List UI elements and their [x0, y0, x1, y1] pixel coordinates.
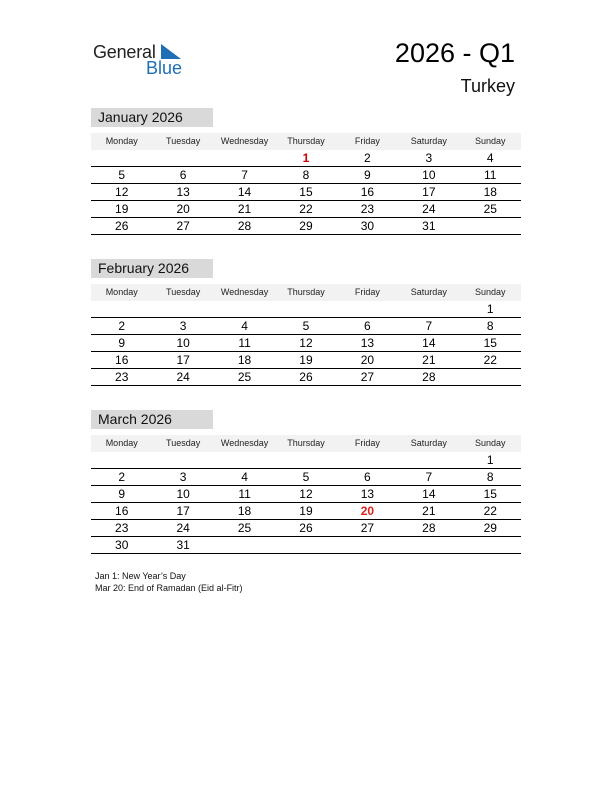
week-row: [91, 520, 521, 537]
day-cell: 2: [118, 319, 126, 333]
day-cell: 13: [360, 336, 375, 350]
day-cell: 11: [484, 168, 497, 182]
weekday-label: Tuesday: [166, 136, 201, 146]
day-cell: 30: [115, 538, 129, 552]
weekday-label: Saturday: [410, 438, 447, 448]
week-row: [91, 537, 521, 554]
day-cell: 9: [118, 487, 126, 501]
weekday-label: Tuesday: [166, 287, 201, 297]
day-cell: 31: [422, 219, 436, 233]
day-cell: 20: [360, 353, 375, 367]
week-row: [91, 335, 521, 352]
day-cell: 22: [299, 202, 313, 216]
day-cell: 1: [486, 453, 494, 467]
day-cell: 2: [364, 151, 371, 165]
week-row: [91, 318, 521, 335]
week-row: [91, 352, 521, 369]
day-cell: 17: [176, 353, 190, 367]
day-cell: 18: [483, 185, 497, 199]
day-cell: 13: [176, 185, 190, 199]
day-cell: [152, 150, 213, 166]
day-cell: 21: [422, 353, 436, 367]
day-cell: 14: [422, 336, 436, 350]
day-cell: 28: [422, 370, 436, 384]
day-cell: 14: [422, 487, 436, 501]
day-cell: 12: [115, 185, 129, 199]
day-cell: 25: [237, 521, 252, 535]
day-cell: 4: [241, 470, 248, 484]
day-cell: 9: [364, 168, 371, 182]
weekday-label: Saturday: [410, 136, 447, 146]
weekday-header: [91, 284, 521, 301]
day-cell: 6: [364, 470, 371, 484]
day-cell: 20: [176, 202, 190, 216]
day-cell: [275, 301, 336, 317]
day-cell: [91, 150, 152, 166]
weekday-label: Saturday: [410, 287, 447, 297]
day-cell: 4: [486, 151, 494, 165]
day-cell: 6: [364, 319, 371, 333]
day-cell: 2: [118, 470, 126, 484]
logo-word-general: General: [93, 42, 156, 62]
day-cell: 26: [299, 370, 313, 384]
weekday-header: [91, 133, 521, 150]
day-cell: [398, 537, 459, 553]
week-row: [91, 150, 521, 167]
day-cell: 27: [360, 370, 375, 384]
day-cell: 26: [299, 521, 313, 535]
day-cell: 6: [179, 168, 187, 182]
day-cell: 12: [299, 336, 313, 350]
day-cell: 31: [176, 538, 190, 552]
week-row: [91, 486, 521, 503]
week-row: [91, 301, 521, 318]
day-cell: 27: [176, 219, 190, 233]
day-cell: 14: [237, 185, 252, 199]
week-row: [91, 218, 521, 235]
day-cell: 19: [299, 504, 313, 518]
day-cell: 23: [115, 521, 129, 535]
day-cell: 28: [237, 219, 252, 233]
month-march: [91, 410, 521, 554]
day-cell: 15: [483, 487, 497, 501]
month-title: February 2026: [91, 259, 213, 278]
day-cell: 29: [299, 219, 313, 233]
day-cell: [275, 537, 336, 553]
month-february: [91, 259, 521, 386]
day-cell: 7: [425, 470, 433, 484]
week-row: [91, 167, 521, 184]
day-cell: 10: [176, 336, 190, 350]
logo-word-blue: Blue: [146, 58, 183, 78]
day-cell: 26: [115, 219, 129, 233]
day-cell: 10: [176, 487, 190, 501]
holiday-note: Jan 1: New Year’s Day: [95, 571, 186, 581]
holiday-day-cell: 1: [302, 151, 310, 165]
day-cell: 29: [483, 521, 497, 535]
day-cell: 24: [176, 370, 190, 384]
weekday-label: Friday: [354, 136, 380, 146]
day-cell: 25: [237, 370, 252, 384]
day-cell: 30: [360, 219, 375, 233]
day-cell: 12: [299, 487, 313, 501]
day-cell: [460, 537, 521, 553]
weekday-label: Wednesday: [220, 136, 269, 146]
weekday-label: Tuesday: [166, 438, 201, 448]
day-cell: 3: [425, 151, 433, 165]
weekday-label: Sunday: [474, 136, 506, 146]
weekday-label: Thursday: [287, 287, 325, 297]
logo: [93, 40, 193, 80]
day-cell: 13: [360, 487, 375, 501]
day-cell: [337, 537, 398, 553]
week-row: [91, 452, 521, 469]
day-cell: 7: [241, 168, 248, 182]
weekday-label: Thursday: [287, 438, 325, 448]
page-title: 2026 - Q1: [394, 38, 515, 68]
holiday-note: Mar 20: End of Ramadan (Eid al-Fitr): [95, 583, 243, 593]
weekday-label: Friday: [354, 438, 380, 448]
week-row: [91, 184, 521, 201]
day-cell: 23: [360, 202, 375, 216]
day-cell: [214, 301, 275, 317]
holiday-day-cell: 20: [360, 504, 375, 518]
day-cell: 11: [238, 336, 251, 350]
day-cell: 19: [115, 202, 129, 216]
day-cell: 8: [486, 470, 494, 484]
day-cell: [152, 301, 213, 317]
day-cell: [214, 150, 275, 166]
month-january: [91, 108, 521, 235]
day-cell: 27: [360, 521, 375, 535]
country-label: Turkey: [460, 76, 515, 96]
day-cell: 21: [237, 202, 252, 216]
week-row: [91, 369, 521, 386]
day-cell: 9: [118, 336, 126, 350]
weekday-label: Sunday: [474, 438, 506, 448]
day-cell: 21: [422, 504, 436, 518]
day-cell: [214, 452, 275, 468]
day-cell: [275, 452, 336, 468]
weekday-label: Wednesday: [220, 287, 269, 297]
day-cell: [398, 452, 459, 468]
day-cell: 15: [483, 336, 497, 350]
day-cell: 7: [425, 319, 433, 333]
day-cell: 22: [483, 353, 497, 367]
day-cell: [152, 452, 213, 468]
day-cell: 5: [302, 319, 310, 333]
day-cell: [460, 218, 521, 234]
day-cell: 15: [299, 185, 313, 199]
weekday-label: Wednesday: [220, 438, 269, 448]
day-cell: 24: [422, 202, 436, 216]
day-cell: 10: [422, 168, 436, 182]
day-cell: 25: [483, 202, 497, 216]
day-cell: 16: [115, 504, 129, 518]
weekday-label: Monday: [105, 136, 138, 146]
day-cell: 24: [176, 521, 190, 535]
week-row: [91, 469, 521, 486]
week-row: [91, 201, 521, 218]
day-cell: 8: [302, 168, 310, 182]
day-cell: 8: [486, 319, 494, 333]
day-cell: [91, 452, 152, 468]
day-cell: [337, 452, 398, 468]
day-cell: [337, 301, 398, 317]
day-cell: [214, 537, 275, 553]
day-cell: 1: [486, 302, 494, 316]
weekday-label: Thursday: [287, 136, 325, 146]
day-cell: [460, 369, 521, 385]
day-cell: 16: [360, 185, 375, 199]
day-cell: 18: [237, 353, 252, 367]
day-cell: 28: [422, 521, 436, 535]
day-cell: [398, 301, 459, 317]
day-cell: 23: [115, 370, 129, 384]
day-cell: 17: [176, 504, 190, 518]
week-row: [91, 503, 521, 520]
weekday-label: Sunday: [474, 287, 506, 297]
day-cell: 11: [238, 487, 251, 501]
day-cell: [91, 301, 152, 317]
holiday-notes: [95, 570, 243, 594]
day-cell: 16: [115, 353, 129, 367]
day-cell: 4: [241, 319, 248, 333]
month-title: March 2026: [91, 410, 213, 429]
weekday-header: [91, 435, 521, 452]
day-cell: 17: [422, 185, 436, 199]
day-cell: 5: [302, 470, 310, 484]
day-cell: 3: [179, 319, 187, 333]
day-cell: 3: [179, 470, 187, 484]
weekday-label: Monday: [105, 287, 138, 297]
day-cell: 18: [237, 504, 252, 518]
month-title: January 2026: [91, 108, 213, 127]
weekday-label: Monday: [105, 438, 138, 448]
day-cell: 22: [483, 504, 497, 518]
day-cell: 19: [299, 353, 313, 367]
day-cell: 5: [118, 168, 126, 182]
weekday-label: Friday: [354, 287, 380, 297]
